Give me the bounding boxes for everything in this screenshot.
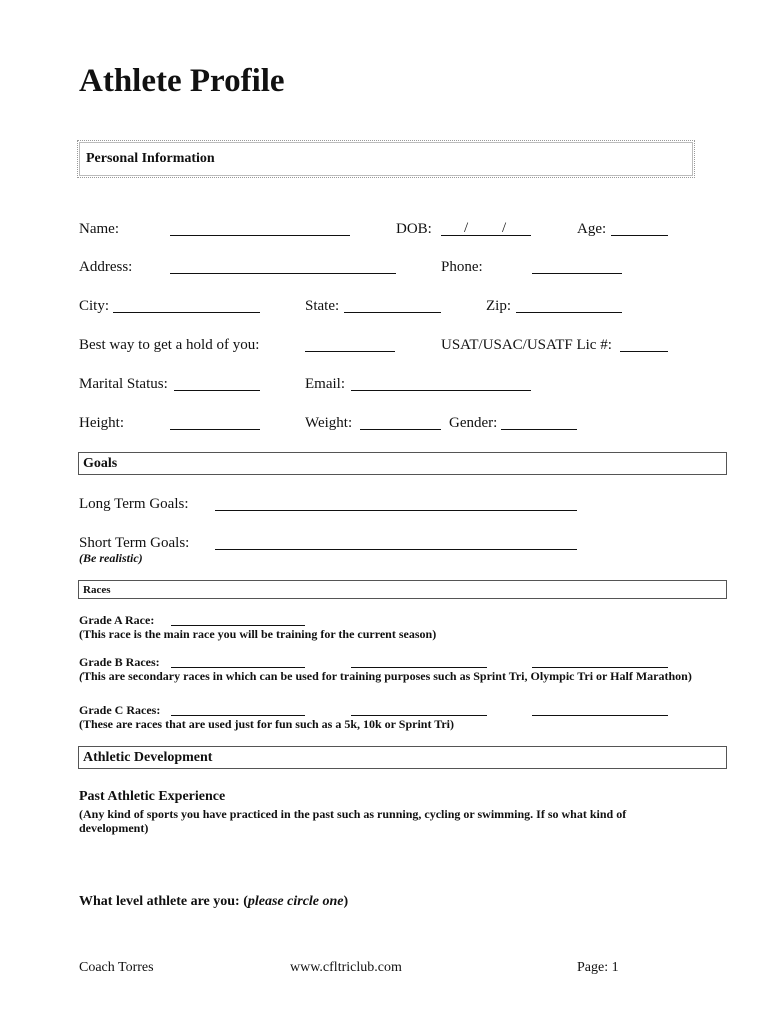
- name-field[interactable]: [170, 235, 350, 236]
- grade-b-race-field-1[interactable]: [171, 667, 305, 668]
- contact-method-label: Best way to get a hold of you:: [79, 337, 260, 353]
- short-term-goals-field[interactable]: [215, 549, 577, 550]
- long-term-goals-label: Long Term Goals:: [79, 496, 189, 512]
- zip-field[interactable]: [516, 312, 622, 313]
- races-heading: Races: [83, 583, 111, 596]
- name-label: Name:: [79, 221, 119, 237]
- gender-label: Gender:: [449, 415, 498, 431]
- past-athletic-experience-heading: Past Athletic Experience: [79, 789, 226, 804]
- athlete-level-prefix: What level athlete are you: (: [79, 894, 248, 909]
- state-label: State:: [305, 298, 340, 314]
- short-term-goals-label: Short Term Goals:: [79, 535, 190, 551]
- grade-b-race-field-3[interactable]: [532, 667, 668, 668]
- athlete-level-question: [79, 894, 348, 910]
- dob-slash-1: /: [464, 220, 469, 236]
- personal-info-section-header: [79, 142, 693, 176]
- dob-field[interactable]: [441, 235, 531, 236]
- athlete-level-italic: please circle one: [247, 894, 344, 909]
- page-title: Athlete Profile: [79, 63, 285, 99]
- grade-c-race-field-2[interactable]: [351, 715, 487, 716]
- grade-b-races-label: Grade B Races:: [79, 655, 160, 669]
- grade-a-race-field[interactable]: [171, 625, 305, 626]
- email-label: Email:: [305, 376, 345, 392]
- dob-slash-2: /: [502, 220, 507, 236]
- license-label: USAT/USAC/USATF Lic #:: [441, 337, 612, 353]
- goals-heading: Goals: [83, 455, 118, 471]
- goals-section-header: [78, 452, 727, 475]
- past-athletic-experience-note: (Any kind of sports you have practiced in the past such as running, cycling or swimming. If so what kind of: [79, 807, 627, 821]
- city-field[interactable]: [113, 312, 260, 313]
- address-field[interactable]: [170, 273, 396, 274]
- grade-a-race-label: Grade A Race:: [79, 613, 155, 627]
- grade-a-race-note: (This race is the main race you will be training for the current season): [79, 627, 437, 641]
- footer-coach: Coach Torres: [79, 960, 154, 975]
- city-label: City:: [79, 298, 110, 314]
- weight-field[interactable]: [360, 429, 441, 430]
- athletic-development-section-header: [78, 746, 727, 769]
- short-term-goals-note: (Be realistic): [79, 551, 143, 565]
- gender-field[interactable]: [501, 429, 577, 430]
- marital-status-field[interactable]: [174, 390, 260, 391]
- age-label: Age:: [577, 221, 607, 237]
- footer-page-number: Page: 1: [577, 960, 619, 975]
- grade-c-race-field-1[interactable]: [171, 715, 305, 716]
- personal-info-heading: Personal Information: [86, 151, 215, 166]
- weight-label: Weight:: [305, 415, 353, 431]
- grade-c-race-field-3[interactable]: [532, 715, 668, 716]
- long-term-goals-field[interactable]: [215, 510, 577, 511]
- grade-c-races-note: (These are races that are used just for fun such as a 5k, 10k or Sprint Tri): [79, 717, 455, 731]
- height-field[interactable]: [170, 429, 260, 430]
- state-field[interactable]: [344, 312, 441, 313]
- address-label: Address:: [79, 259, 133, 275]
- grade-b-note-text: This are secondary races in which can be used for training purposes such as Sprint Tri, Olympic Tri or Half Marathon): [83, 669, 692, 683]
- dob-label: DOB:: [396, 221, 432, 237]
- phone-field[interactable]: [532, 273, 622, 274]
- license-field[interactable]: [620, 351, 668, 352]
- past-athletic-experience-note-2: development): [79, 821, 149, 835]
- contact-method-field[interactable]: [305, 351, 395, 352]
- grade-b-races-note: [79, 669, 692, 684]
- marital-status-label: Marital Status:: [79, 376, 168, 392]
- footer-website[interactable]: www.cfltriclub.com: [290, 960, 402, 975]
- races-section-header: [78, 580, 727, 599]
- athletic-development-heading: Athletic Development: [83, 749, 213, 765]
- height-label: Height:: [79, 415, 124, 431]
- email-field[interactable]: [351, 390, 531, 391]
- zip-label: Zip:: [486, 298, 511, 314]
- grade-c-races-label: Grade C Races:: [79, 703, 161, 717]
- age-field[interactable]: [611, 235, 668, 236]
- grade-b-race-field-2[interactable]: [351, 667, 487, 668]
- phone-label: Phone:: [441, 259, 483, 275]
- grade-b-note-paren: (: [79, 669, 83, 683]
- athlete-level-suffix: ): [343, 894, 349, 909]
